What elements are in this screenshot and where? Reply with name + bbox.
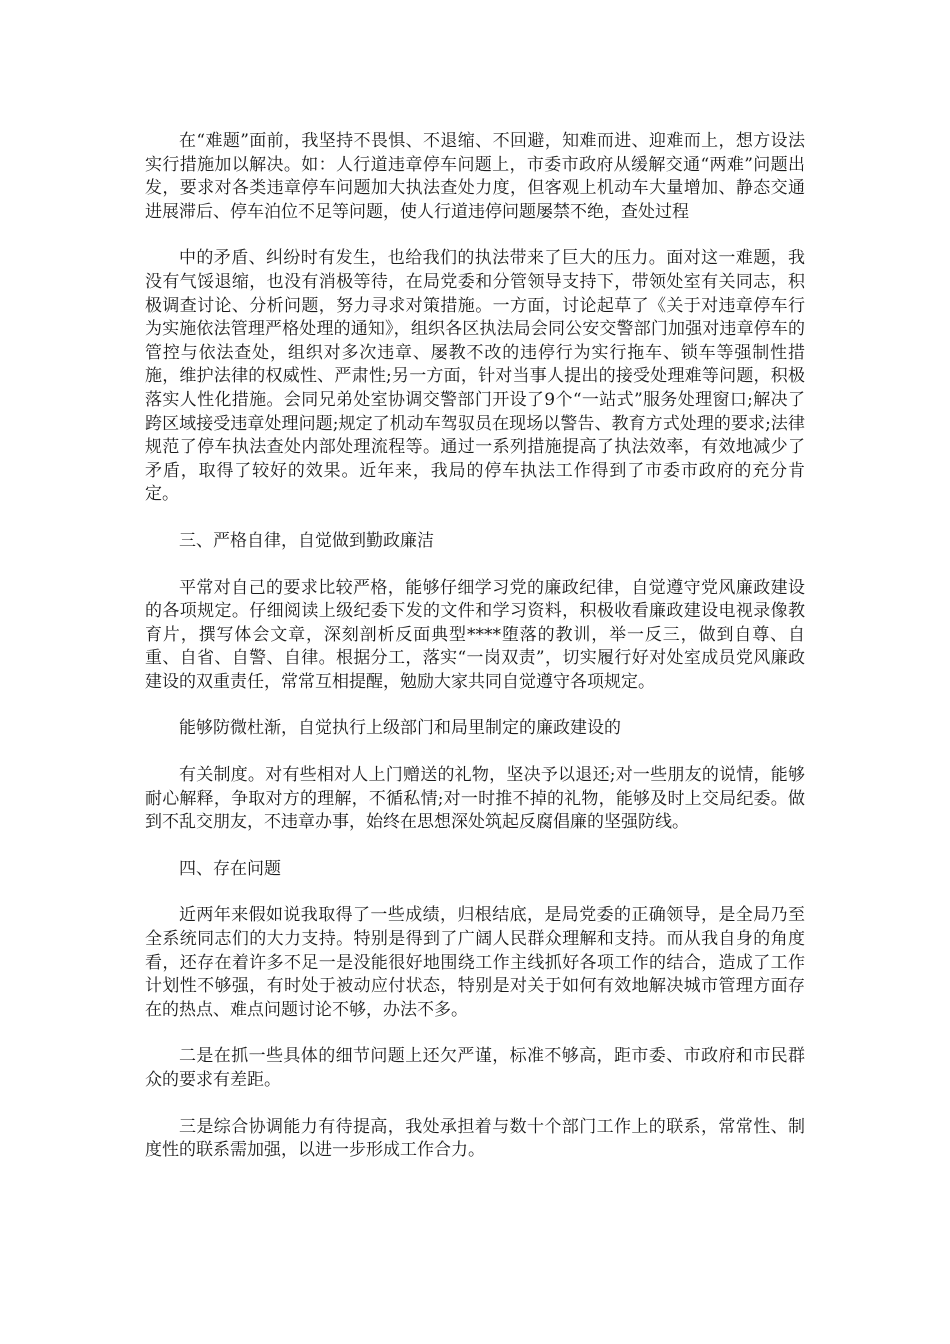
paragraph-self-discipline: 平常对自己的要求比较严格，能够仔细学习党的廉政纪律，自觉遵守党风廉政建设的各项规定。仔细阅读上级纪委下发的文件和学习资料，积极收看廉政建设电视录像教育片，撰写体会文章，深刻剖析反面典型****堕落的教训，举一反三，做到自尊、自重、自省、自警、自律。根据分工，落实“一岗双责”，切实履行好对处室成员党风廉政建设的双重责任，常常互相提醒，勉励大家共同自觉遵守各项规定。 bbox=[145, 577, 805, 692]
section-heading-integrity: 三、严格自律，自觉做到勤政廉洁 bbox=[179, 530, 434, 551]
section-heading-problems: 四、存在问题 bbox=[179, 858, 281, 879]
paragraph-problem-one: 近两年来假如说我取得了一些成绩，归根结底，是局党委的正确领导，是全局乃至全系统同志们的大力支持。特别是得到了广阔人民群众理解和支持。而从我自身的角度看，还存在着许多不足一是没能很好地围绕工作主线抓好各项工作的结合，造成了工作计划性不够强，有时处于被动应付状态，特别是对关于如何有效地解决城市管理方面存在的热点、难点问题讨论不够，办法不多。 bbox=[145, 905, 805, 1020]
paragraph-parking-measures: 中的矛盾、纠纷时有发生，也给我们的执法带来了巨大的压力。面对这一难题，我没有气馁退缩，也没有消极等待，在局党委和分管领导支持下，带领处室有关同志，积极调查讨论、分析问题，努力寻求对策措施。一方面，讨论起草了《关于对违章停车行为实施依法管理严格处理的通知》，组织各区执法局会同公安交警部门加强对违章停车的管控与依法查处，组织对多次违章、屡教不改的违停行为实行拖车、锁车等强制性措施，维护法律的权威性、严肃性;另一方面，针对当事人提出的接受处理难等问题，积极落实人性化措施。会同兄弟处室协调交警部门开设了9个“一站式”服务处理窗口;解决了跨区域接受违章处理问题;规定了机动车驾驭员在现场以警告、教育方式处理的要求;法律规范了停车执法查处内部处理流程等。通过一系列措施提高了执法效率，有效地减少了矛盾，取得了较好的效果。近年来，我局的停车执法工作得到了市委市政府的充分肯定。 bbox=[145, 248, 805, 505]
paragraph-problem-two: 二是在抓一些具体的细节问题上还欠严谨，标准不够高，距市委、市政府和市民群众的要求有差距。 bbox=[145, 1046, 805, 1090]
paragraph-gift-rules: 有关制度。对有些相对人上门赠送的礼物，坚决予以退还;对一些朋友的说情，能够耐心解释，争取对方的理解，不循私情;对一时推不掉的礼物，能够及时上交局纪委。做到不乱交朋友，不违章办事，始终在思想深处筑起反腐倡廉的坚强防线。 bbox=[145, 765, 805, 833]
paragraph-difficulty: 在“难题”面前，我坚持不畏惧、不退缩、不回避，知难而进、迎难而上，想方设法实行措施加以解决。如：人行道违章停车问题上，市委市政府从缓解交通“两难”问题出发，要求对各类违章停车问题加大执法查处力度，但客观上机动车大量增加、静态交通进展滞后、停车泊位不足等问题，使人行道违停问题屡禁不绝，查处过程 bbox=[145, 131, 805, 222]
paragraph-problem-three: 三是综合协调能力有待提高，我处承担着与数十个部门工作上的联系，常常性、制度性的联系需加强，以进一步形成工作合力。 bbox=[145, 1116, 805, 1161]
document-body bbox=[145, 130, 805, 1186]
paragraph-prevention: 能够防微杜渐，自觉执行上级部门和局里制定的廉政建设的 bbox=[179, 718, 621, 739]
